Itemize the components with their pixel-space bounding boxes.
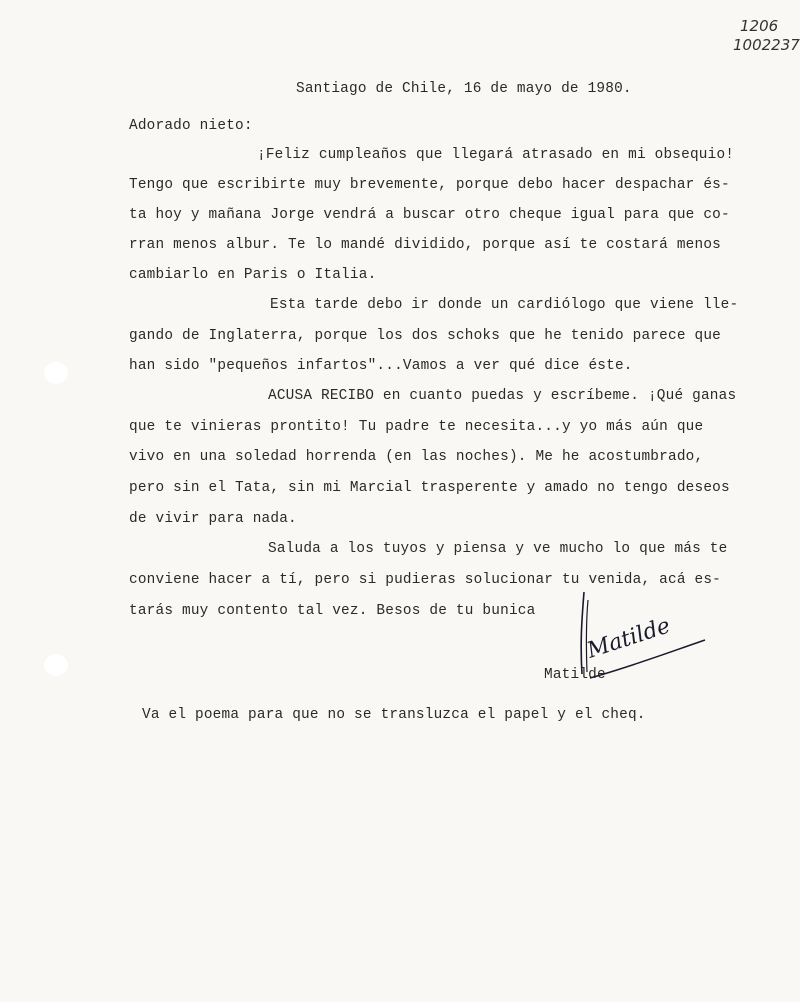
body-line: tarás muy contento tal vez. Besos de tu bunica: [129, 603, 536, 619]
body-line: que te vinieras prontito! Tu padre te necesita...y yo más aún que: [129, 419, 704, 435]
body-line: rran menos albur. Te lo mandé dividido, porque así te costará menos: [129, 237, 721, 253]
salutation: Adorado nieto:: [129, 118, 253, 134]
body-line: ACUSA RECIBO en cuanto puedas y escríbeme. ¡Qué ganas: [268, 388, 737, 404]
body-line: ta hoy y mañana Jorge vendrá a buscar otro cheque igual para que co-: [129, 207, 730, 223]
body-line: Tengo que escribirte muy brevemente, porque debo hacer despachar és-: [129, 177, 730, 193]
body-line: gando de Inglaterra, porque los dos schoks que he tenido parece que: [129, 328, 721, 344]
body-line: cambiarlo en Paris o Italia.: [129, 267, 377, 283]
body-line: de vivir para nada.: [129, 511, 297, 527]
body-line: Saluda a los tuyos y piensa y ve mucho lo que más te: [268, 541, 728, 557]
punch-hole-top: [44, 362, 68, 384]
body-line: vivo en una soledad horrenda (en las noches). Me he acostumbrado,: [129, 449, 704, 465]
typed-signature: Matilde: [544, 667, 606, 683]
body-line: conviene hacer a tí, pero si pudieras solucionar tu venida, acá es-: [129, 572, 721, 588]
archive-reference-1: 1206: [740, 17, 779, 35]
postscript: Va el poema para que no se transluzca el papel y el cheq.: [142, 707, 646, 723]
punch-hole-bottom: [44, 654, 68, 676]
handwritten-signature: [560, 582, 710, 692]
body-line: Esta tarde debo ir donde un cardiólogo que viene lle-: [270, 297, 739, 313]
body-line: han sido "pequeños infartos"...Vamos a ver qué dice éste.: [129, 358, 633, 374]
date-line: Santiago de Chile, 16 de mayo de 1980.: [296, 81, 632, 97]
body-line: ¡Feliz cumpleaños que llegará atrasado en mi obsequio!: [257, 147, 735, 163]
svg-text:Matilde: Matilde: [584, 613, 674, 664]
archive-reference-2: 1002237: [733, 36, 800, 54]
body-line: pero sin el Tata, sin mi Marcial trasperente y amado no tengo deseos: [129, 480, 730, 496]
